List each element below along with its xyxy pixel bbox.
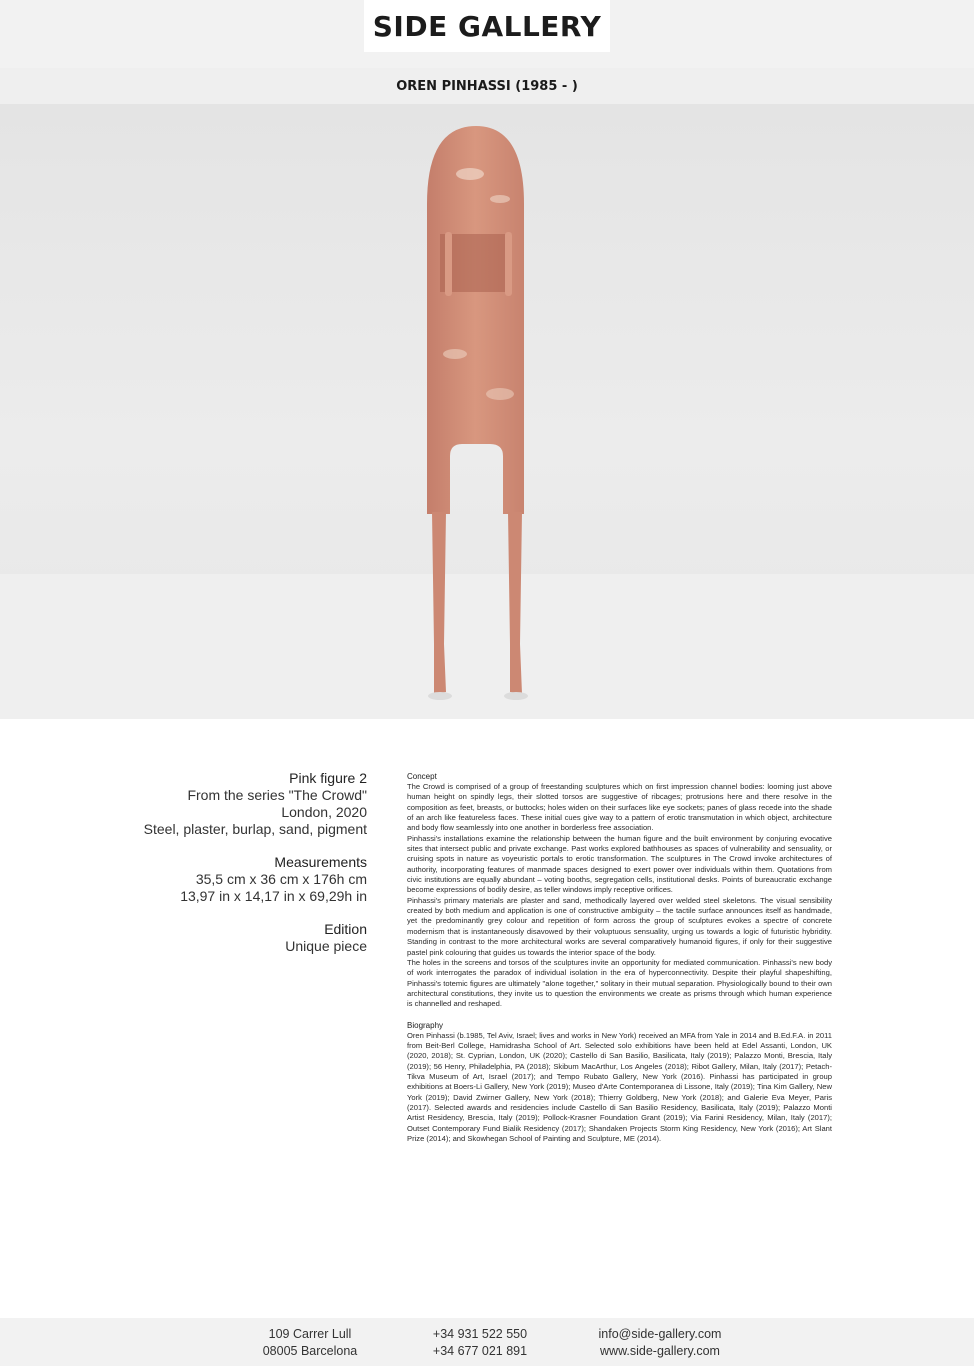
footer-phones — [420, 1326, 540, 1360]
biography-heading: Biography — [407, 1020, 444, 1030]
measurements-in: 13,97 in x 14,17 in x 69,29h in — [180, 888, 367, 904]
footer-address — [250, 1326, 370, 1360]
artwork-place-year: London, 2020 — [281, 804, 367, 820]
measurements-cm: 35,5 cm x 36 cm x 176h cm — [195, 871, 367, 887]
biography-text: Oren Pinhassi (b.1985, Tel Aviv, Israel; lives and works in New York) received an MFA from Yale in 2014 and B.Ed.F.A. in 2011 from Beit-Berl College, Hamidrasha School of Art. Selected solo exhibitions have been held at Edel Assanti, London, UK (2020, 2018); St. Cyprian, London, UK (2020); Castello di San Basilio, Basilicata, Italy (2019); Palazzo Monti, Brescia, Italy (2019); 56 Henry, Philadelphia, PA (2018); Skibum MacArthur, Los Angeles (2018); Ribot Gallery, Milan, Italy (2017); Petach-Tikva Museum of Art, Israel (2017); and Tempo Rubato Gallery, New York (2016). Pinhassi has participated in group exhibitions at Boers-Li Gallery, New York (2019); Museo d'Arte Contemporanea di Lissone, Italy (2019); Tina Kim Gallery, New York (2019); David Zwirner Gallery, New York (2018); Thierry Goldberg, New York (2018); and Galerie Eva Meyer, Paris (2017). Selected awards and residencies include Castello di San Basilio Residency, Basilicata, Italy (2019); Palazzo Monti Artist Residency, Brescia, Italy (2019); Pollock-Krasner Foundation Grant (2019); Via Farini Residency, Milan, Italy (2017); Outset Contemporary Fund Bialik Residency (2017); Shandaken Projects Storm King Residency, New York (2016); Art Slant Prize (2014); and Skowhegan School of Painting and Sculpture, ME (2014). — [407, 1030, 832, 1143]
measurements-label: Measurements — [274, 854, 367, 870]
artwork-title: Pink figure 2 — [289, 770, 367, 786]
footer-contact — [580, 1326, 740, 1360]
address-line-2: 08005 Barcelona — [262, 1344, 358, 1358]
concept-paragraph: The Crowd is comprised of a group of freestanding sculptures which on first impression channel bodies: looming just above human height on spindly legs, their slotted torsos are suggestive of ribcages; protrusions here and there resolve in the composition as feet, breasts, or buttocks; holes widen on their surfaces like eye sockets; panes of glass recede into the shade of an arch like featureless faces. These initial cues give way to a pattern of erotic transmutation in which object, architecture and body flow seamlessly into one another in borderless free association. — [407, 782, 832, 833]
artwork-series: From the series "The Crowd" — [187, 787, 367, 803]
edition-value: Unique piece — [285, 938, 367, 954]
brand-logo-box — [364, 0, 610, 52]
artwork-materials: Steel, plaster, burlap, sand, pigment — [143, 821, 367, 837]
address-line-1: 109 Carrer Lull — [268, 1327, 352, 1341]
description-column — [407, 771, 832, 1144]
phone-1[interactable]: +34 931 522 550 — [432, 1327, 528, 1341]
concept-paragraph: Pinhassi's installations examine the relationship between the human figure and the built environment by conjuring evocative sites that intersect public and private exchange. Past works explored bathhouses as spaces of vulnerability and sensuality, or cruising spots in nature as voyeuristic portals to erotic transformation. The sculptures in The Crowd invoke architectures of authority, incorporating features of manmade spaces designed to exert power over individuals within them. Quotations from civic institutions are equally abundant – voting booths, segregation cells, institutional desks. Points of bureaucratic exchange become expressions of bodily desire, as teller windows imply receptive orifices. — [407, 833, 832, 895]
sculpture-peg-right — [505, 232, 512, 296]
concept-paragraph: The holes in the screens and torsos of the sculptures invite an opportunity for mediated communication. Pinhassi's new body of work interrogates the paradox of individual isolation in the era of hyperconnectivity. Despite their playful shapeshifting, Pinhassi's totemic figures are ultimately "alone together," solitary in their mutual separation. Physiologically bound to their own architectural constitutions, they invite us to question the environments we create as prisms through which human experience is channelled and reshaped. — [407, 957, 832, 1009]
artwork-title-group — [100, 770, 367, 838]
artwork-details — [100, 770, 367, 971]
sculpture-leg-right — [508, 512, 522, 694]
concept-paragraph: Pinhassi's primary materials are plaster and sand, methodically layered over welded steel skeletons. The visual sensibility created by both medium and application is one of constructive ambiguity – the tactile surface announces itself as handmade, yet the predominantly grey colour and repetition of form across the group of sculptures evokes a spectre of concrete modernism that is instantaneously disavowed by their voluptuous sensuality, urging us towards a logic of futuristic hybridity. Standing in contrast to the more architectural works are several comparatively humanoid figures, if only for their suggestive pastel pink colouring that guides us towards the interior space of the body. — [407, 895, 832, 957]
gallery-logo: SIDE GALLERY — [372, 9, 602, 43]
artwork-photo — [0, 104, 974, 719]
sculpture-peg-left — [445, 232, 452, 296]
sculpture-image — [0, 104, 974, 719]
measurements-group — [100, 854, 367, 905]
phone-2[interactable]: +34 677 021 891 — [432, 1344, 528, 1358]
website-link[interactable]: www.side-gallery.com — [600, 1344, 720, 1358]
email-link[interactable]: info@side-gallery.com — [598, 1327, 722, 1341]
biography-section — [407, 1020, 832, 1145]
edition-group — [100, 921, 367, 955]
edition-label: Edition — [324, 921, 367, 937]
concept-heading: Concept — [407, 772, 437, 781]
sculpture-leg-left — [432, 512, 446, 694]
artist-heading: OREN PINHASSI (1985 - ) — [396, 79, 578, 94]
